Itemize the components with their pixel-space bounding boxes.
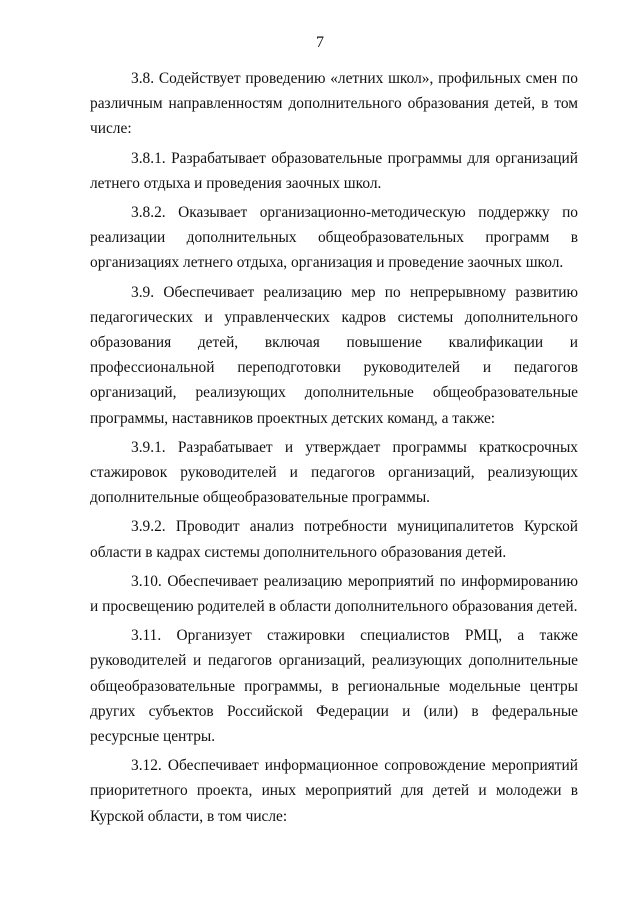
page-number: 7 <box>316 34 324 51</box>
paragraph-3-8-1: 3.8.1. Разрабатывает образовательные программы для организаций летнего отдыха и проведения заочных школ. <box>90 149 578 192</box>
paragraph-3-12: 3.12. Обеспечивает информационное сопровождение мероприятий приоритетного проекта, иных мероприятий для детей и молодежи в Курской области, в том числе: <box>90 757 578 825</box>
paragraph-3-8: 3.8. Содействует проведению «летних школ», профильных смен по различным направленностям дополнительного образования детей, в том числе: <box>90 70 578 138</box>
paragraph-3-8-2: 3.8.2. Оказывает организационно-методическую поддержку по реализации дополнительных общеобразовательных программ в организациях летнего отдыха, организация и проведение заочных школ. <box>90 204 578 272</box>
paragraph-3-9-2: 3.9.2. Проводит анализ потребности муниципалитетов Курской области в кадрах системы дополнительного образования детей. <box>90 518 578 561</box>
paragraph-3-11: 3.11. Организует стажировки специалистов РМЦ, а также руководителей и педагогов организаций, реализующих дополнительные общеобразовательные программы, в региональные модельные центры других субъектов Российской Федерации и (или) в федеральные ресурсные центры. <box>90 627 578 746</box>
paragraph-3-9-1: 3.9.1. Разрабатывает и утверждает программы краткосрочных стажировок руководителей и педагогов организаций, реализующих дополнительные общеобразовательные программы. <box>90 438 578 507</box>
paragraph-3-9: 3.9. Обеспечивает реализацию мер по непрерывному развитию педагогических и управленческих кадров системы дополнительного образования детей, включая повышение квалификации и профессиональной переподготовки руководителей и педагогов организаций, реализующих дополнительные общеобразовательные программы, наставников проектных детских команд, а также: <box>90 283 578 427</box>
paragraph-3-10: 3.10. Обеспечивает реализацию мероприятий по информированию и просвещению родителей в области дополнительного образования детей. <box>90 572 578 616</box>
document-body <box>90 66 578 833</box>
